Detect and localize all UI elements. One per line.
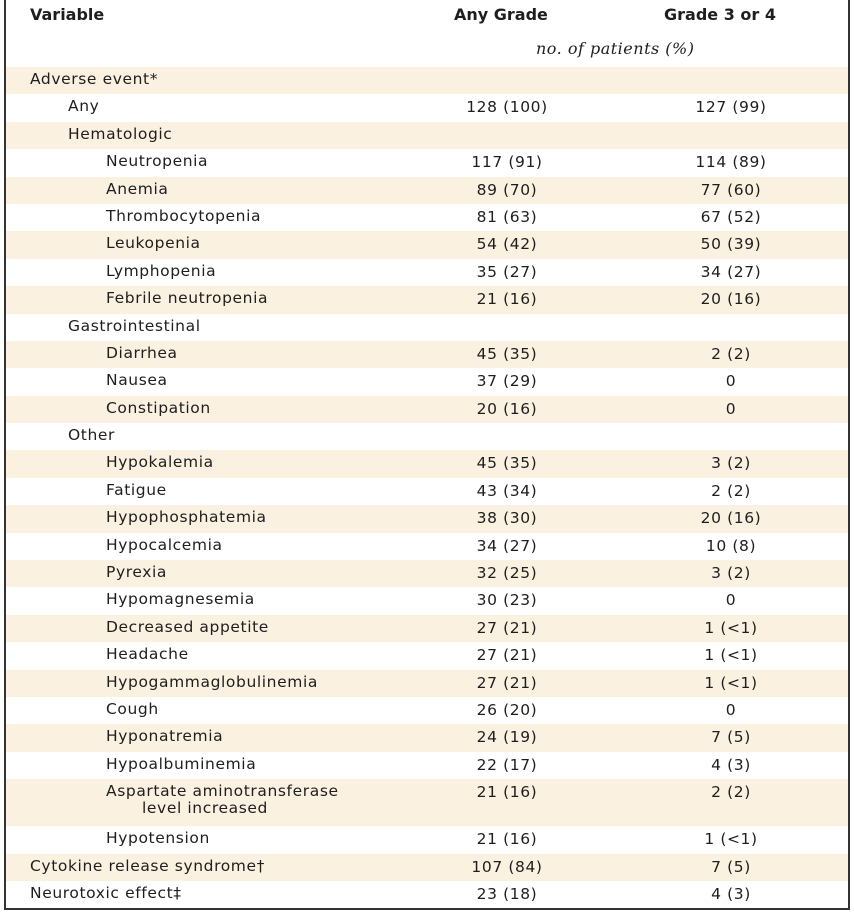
cell-grade-3-or-4: 3 (2) [711,564,751,583]
table-row [6,314,848,341]
table-row [6,642,848,669]
table-row [6,505,848,532]
table-row [6,560,848,587]
cell-grade-3-or-4: 127 (99) [695,98,767,117]
row-label-text: Pyrexia [106,563,167,582]
table-row [6,423,848,450]
cell-grade-3-or-4: 2 (2) [711,783,751,802]
cell-grade-3-or-4: 0 [725,700,737,719]
row-label [106,290,268,307]
row-label [68,427,115,444]
row-label-text: Other [68,426,116,445]
table-row [6,533,848,560]
row-label [68,98,99,115]
table-row [6,752,848,779]
row-label-text: Any [68,97,100,116]
cell-grade-3-or-4: 77 (60) [700,180,762,199]
table-row [6,881,848,908]
row-label [106,783,339,817]
row-label [106,482,167,499]
row-label-continuation: level increased [142,799,268,818]
row-label [106,153,208,170]
cell-grade-3-or-4: 7 (5) [711,857,751,876]
row-label [30,885,182,902]
row-label [106,591,255,608]
cell-any-grade: 27 (21) [476,646,538,665]
cell-grade-3-or-4: 3 (2) [711,454,751,473]
cell-any-grade: 35 (27) [476,262,538,281]
row-label-text: Constipation [106,398,211,417]
row-label [106,537,223,554]
cell-grade-3-or-4: 50 (39) [700,235,762,254]
table-row [6,450,848,477]
cell-any-grade: 43 (34) [476,481,538,500]
row-label-text: Fatigue [106,480,167,499]
cell-any-grade: 128 (100) [466,98,548,117]
row-label [68,126,172,143]
cell-any-grade: 27 (21) [476,673,538,692]
adverse-events-table [4,0,850,910]
cell-grade-3-or-4: 0 [725,372,737,391]
row-label-text: Hypokalemia [106,453,214,472]
row-label [106,372,168,389]
cell-any-grade: 45 (35) [476,454,538,473]
cell-grade-3-or-4: 0 [725,591,737,610]
row-label-text: Hypocalcemia [106,535,223,554]
row-label [106,400,211,417]
cell-grade-3-or-4: 1 (<1) [704,618,758,637]
table-row [6,826,848,853]
table-row [6,204,848,231]
cell-any-grade: 26 (20) [476,700,538,719]
row-label [106,674,318,691]
cell-grade-3-or-4: 4 (3) [711,755,751,774]
row-label [106,830,210,847]
cell-grade-3-or-4: 2 (2) [711,344,751,363]
cell-any-grade: 89 (70) [476,180,538,199]
row-label-text: Adverse event* [30,70,159,88]
cell-any-grade: 54 (42) [476,235,538,254]
cell-any-grade: 21 (16) [476,783,538,802]
table-row [6,67,848,94]
cell-any-grade: 22 (17) [476,755,538,774]
row-label-text: Aspartate aminotransferase [106,782,339,801]
row-label [30,858,265,875]
table-row [6,615,848,642]
row-label-text: Cytokine release syndrome† [30,856,265,875]
cell-grade-3-or-4: 114 (89) [695,153,767,172]
cell-any-grade: 37 (29) [476,372,538,391]
cell-grade-3-or-4: 20 (16) [700,509,762,528]
row-label [68,318,201,335]
cell-any-grade: 32 (25) [476,564,538,583]
row-label-text: Gastrointestinal [68,316,201,335]
row-label-text: Neurotoxic effect‡ [30,883,182,902]
table-row [6,286,848,313]
row-label-text: Diarrhea [106,343,178,362]
cell-any-grade: 34 (27) [476,536,538,555]
header-variable: Variable [30,5,105,24]
table-row [6,177,848,204]
row-label-text: Hypomagnesemia [106,590,255,609]
table-row [6,149,848,176]
row-label [106,756,256,773]
row-label-text: Lymphopenia [106,261,217,280]
cell-any-grade: 45 (35) [476,344,538,363]
cell-grade-3-or-4: 10 (8) [705,536,757,555]
row-label [106,235,201,252]
cell-grade-3-or-4: 7 (5) [711,728,751,747]
table-row [6,231,848,258]
cell-any-grade: 27 (21) [476,618,538,637]
header-grade-3-or-4: Grade 3 or 4 [664,5,776,24]
table-body [6,67,848,908]
row-label-text: Nausea [106,371,168,390]
cell-grade-3-or-4: 1 (<1) [704,646,758,665]
row-label [106,263,216,280]
row-label-text: Cough [106,699,159,718]
table-row [6,697,848,724]
row-label [106,564,167,581]
table-row [6,724,848,751]
table-row [6,478,848,505]
row-label-text: Hematologic [68,124,173,143]
table-row [6,259,848,286]
cell-any-grade: 107 (84) [471,857,543,876]
cell-any-grade: 117 (91) [471,153,543,172]
table-row [6,854,848,881]
cell-grade-3-or-4: 67 (52) [700,207,762,226]
cell-any-grade: 30 (23) [476,591,538,610]
cell-any-grade: 24 (19) [476,728,538,747]
cell-any-grade: 81 (63) [476,207,538,226]
cell-grade-3-or-4: 1 (<1) [704,830,758,849]
row-label-text: Neutropenia [106,152,209,171]
row-label-text: Headache [106,645,189,664]
table-header [6,0,848,30]
cell-grade-3-or-4: 4 (3) [711,884,751,903]
row-label [106,208,261,225]
row-label-text: Hypoalbuminemia [106,754,257,773]
cell-any-grade: 21 (16) [476,290,538,309]
row-label-text: Hypophosphatemia [106,508,267,527]
row-label [106,701,159,718]
row-label [106,454,214,471]
row-label-text: Leukopenia [106,234,201,253]
table-row [6,670,848,697]
row-label-text: Hypogammaglobulinemia [106,672,318,691]
table-row [6,341,848,368]
cell-grade-3-or-4: 2 (2) [711,481,751,500]
table-row [6,396,848,423]
unit-label: no. of patients (%) [536,39,695,58]
row-label [106,509,267,526]
row-label-text: Decreased appetite [106,617,269,636]
cell-grade-3-or-4: 0 [725,399,737,418]
row-label [106,181,168,198]
row-label [106,345,178,362]
cell-any-grade: 23 (18) [476,884,538,903]
table-row [6,122,848,149]
row-label-text: Hypotension [106,829,210,848]
table-row [6,587,848,614]
cell-grade-3-or-4: 34 (27) [700,262,762,281]
cell-grade-3-or-4: 20 (16) [700,290,762,309]
cell-grade-3-or-4: 1 (<1) [704,673,758,692]
row-label-text: Febrile neutropenia [106,289,269,308]
row-label-text: Thrombocytopenia [106,206,262,225]
table-row [6,779,848,826]
cell-any-grade: 20 (16) [476,399,538,418]
cell-any-grade: 38 (30) [476,509,538,528]
row-label-text: Anemia [106,179,169,198]
unit-row [6,36,848,66]
row-label [106,728,223,745]
header-any-grade: Any Grade [454,5,548,24]
cell-any-grade: 21 (16) [476,830,538,849]
table-row [6,368,848,395]
row-label [106,646,189,663]
row-label [30,71,158,88]
row-label-text: Hyponatremia [106,727,224,746]
table-row [6,94,848,121]
row-label [106,619,269,636]
